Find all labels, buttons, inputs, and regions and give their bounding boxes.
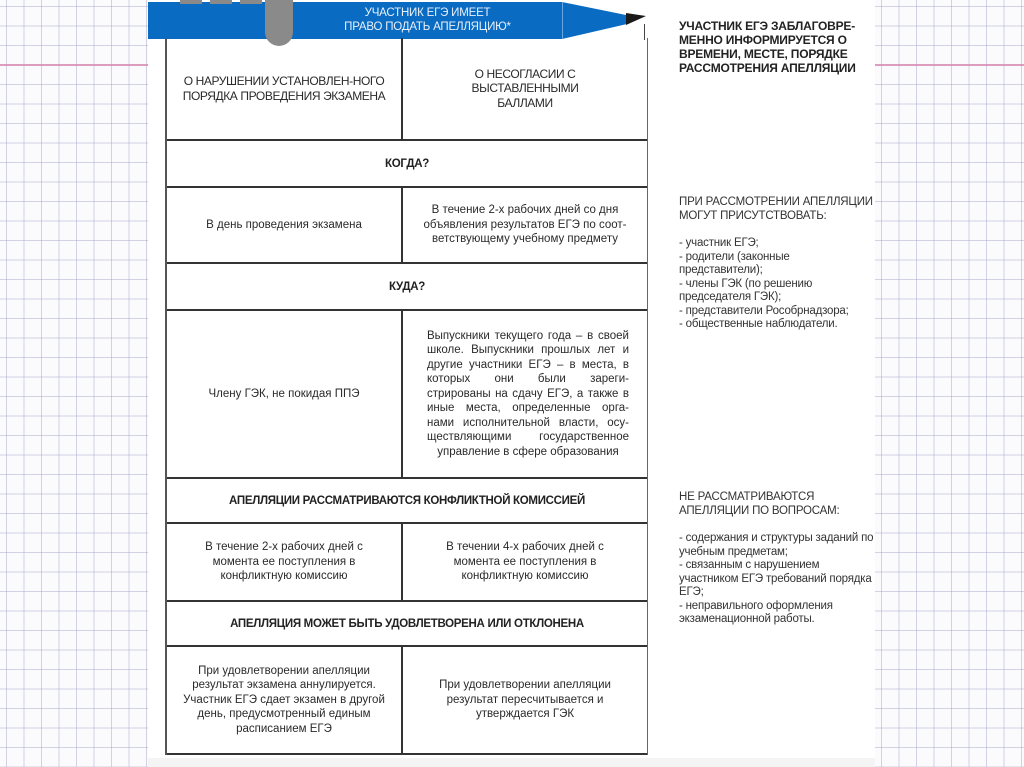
list-item: - связанным с нарушением участником ЕГЭ требований порядка ЕГЭ;: [679, 559, 872, 598]
pen-cap-icon: [180, 0, 268, 4]
note-not-considered: [679, 491, 874, 627]
type-violation-text: О НАРУШЕНИИ УСТАНОВЛЕН-НОГО ПОРЯДКА ПРОВЕДЕНИЯ ЭКЗАМЕНА: [182, 74, 386, 103]
commission-right: [403, 524, 647, 600]
note-not-considered-list: [679, 532, 874, 627]
where-right: Выпускники текущего года – в своей школе. Выпускники прошлых лет и другие участники ЕГЭ – в места, в которых они были зареги-стрированы на сдачу ЕГЭ, а также в иные места, определенные орга-нами исполнительной власти, осу-ществляющими государственное управление в сфере образования: [427, 329, 629, 458]
list-item: - представители Рособрнадзора;: [679, 304, 849, 317]
commission-right-text: В течении 4-х рабочих дней с момента ее поступления в конфликтную комиссию: [446, 541, 604, 583]
outcome-left: При удовлетворении апелляции результат экзамена аннулируется. Участник ЕГЭ сдает экзамен в другой день, предусмотренный единым расписанием ЕГЭ: [167, 647, 403, 753]
row-commission: [167, 524, 647, 602]
note-present-list: [679, 237, 874, 332]
when-heading: КОГДА?: [385, 157, 429, 170]
note-present: [679, 196, 874, 332]
type-disagreement-text: О НЕСОГЛАСИИ С ВЫСТАВЛЕННЫМИ БАЛЛАМИ: [471, 66, 579, 110]
list-item: - содержания и структуры заданий по учебным предметам;: [679, 532, 874, 558]
row-when-heading: [167, 141, 647, 188]
row-where-heading: [167, 264, 647, 311]
note-informed: УЧАСТНИК ЕГЭ ЗАБЛАГОВРЕ-МЕННО ИНФОРМИРУЕТСЯ О ВРЕМЕНИ, МЕСТЕ, ПОРЯДКЕ РАССМОТРЕНИЯ АПЕЛЛЯЦИИ: [679, 19, 856, 75]
pen-tip-icon: [626, 13, 646, 25]
list-item: - члены ГЭК (по решению председателя ГЭК);: [679, 277, 813, 303]
type-disagreement: [403, 38, 647, 139]
pen-title-line-2: ПРАВО ПОДАТЬ АПЕЛЛЯЦИЮ*: [344, 21, 511, 33]
outcome-right-text: При удовлетворении апелляции результат пересчитывается и утверждается ГЭК: [439, 679, 611, 721]
commission-left-text: В течение 2-х рабочих дней с момента ее поступления в конфликтную комиссию: [205, 541, 363, 583]
note-not-considered-title: НЕ РАССМАТРИВАЮТСЯ АПЕЛЛЯЦИИ ПО ВОПРОСАМ:: [679, 491, 840, 517]
pen-banner: [148, 2, 648, 40]
page-bottom-strip: [148, 758, 875, 767]
note-present-title: ПРИ РАССМОТРЕНИИ АПЕЛЛЯЦИИ МОГУТ ПРИСУТСТВОВАТЬ:: [679, 196, 873, 222]
list-item: - общественные наблюдатели.: [679, 318, 838, 330]
list-item: - неправильного оформления экзаменационной работы.: [679, 599, 833, 625]
row-outcome: [167, 647, 647, 755]
pen-title: [293, 6, 562, 34]
list-item: - участник ЕГЭ;: [679, 237, 759, 249]
where-left: Члену ГЭК, не покидая ППЭ: [167, 311, 403, 477]
outcome-heading: АПЕЛЛЯЦИЯ МОЖЕТ БЫТЬ УДОВЛЕТВОРЕНА ИЛИ ОТКЛОНЕНА: [230, 617, 584, 630]
type-violation: [167, 38, 403, 139]
row-appeal-types: [167, 38, 647, 141]
pen-title-line-1: УЧАСТНИК ЕГЭ ИМЕЕТ: [364, 7, 491, 19]
pen-cone: [562, 2, 626, 39]
where-heading: КУДА?: [389, 280, 425, 293]
appeal-table: [165, 38, 648, 755]
row-when: [167, 188, 647, 264]
when-right: В течение 2-х рабочих дней со дня объявления результатов ЕГЭ по соот-ветствующему учебному предмету: [423, 204, 627, 246]
commission-left: [167, 524, 403, 600]
row-where: [167, 311, 647, 479]
when-left: В день проведения экзамена: [167, 188, 403, 262]
row-commission-heading: [167, 479, 647, 524]
outcome-right: [403, 647, 647, 753]
commission-heading: АПЕЛЛЯЦИИ РАССМАТРИВАЮТСЯ КОНФЛИКТНОЙ КОМИССИЕЙ: [229, 494, 585, 507]
list-item: - родители (законные представители);: [679, 250, 790, 276]
row-outcome-heading: [167, 602, 647, 647]
